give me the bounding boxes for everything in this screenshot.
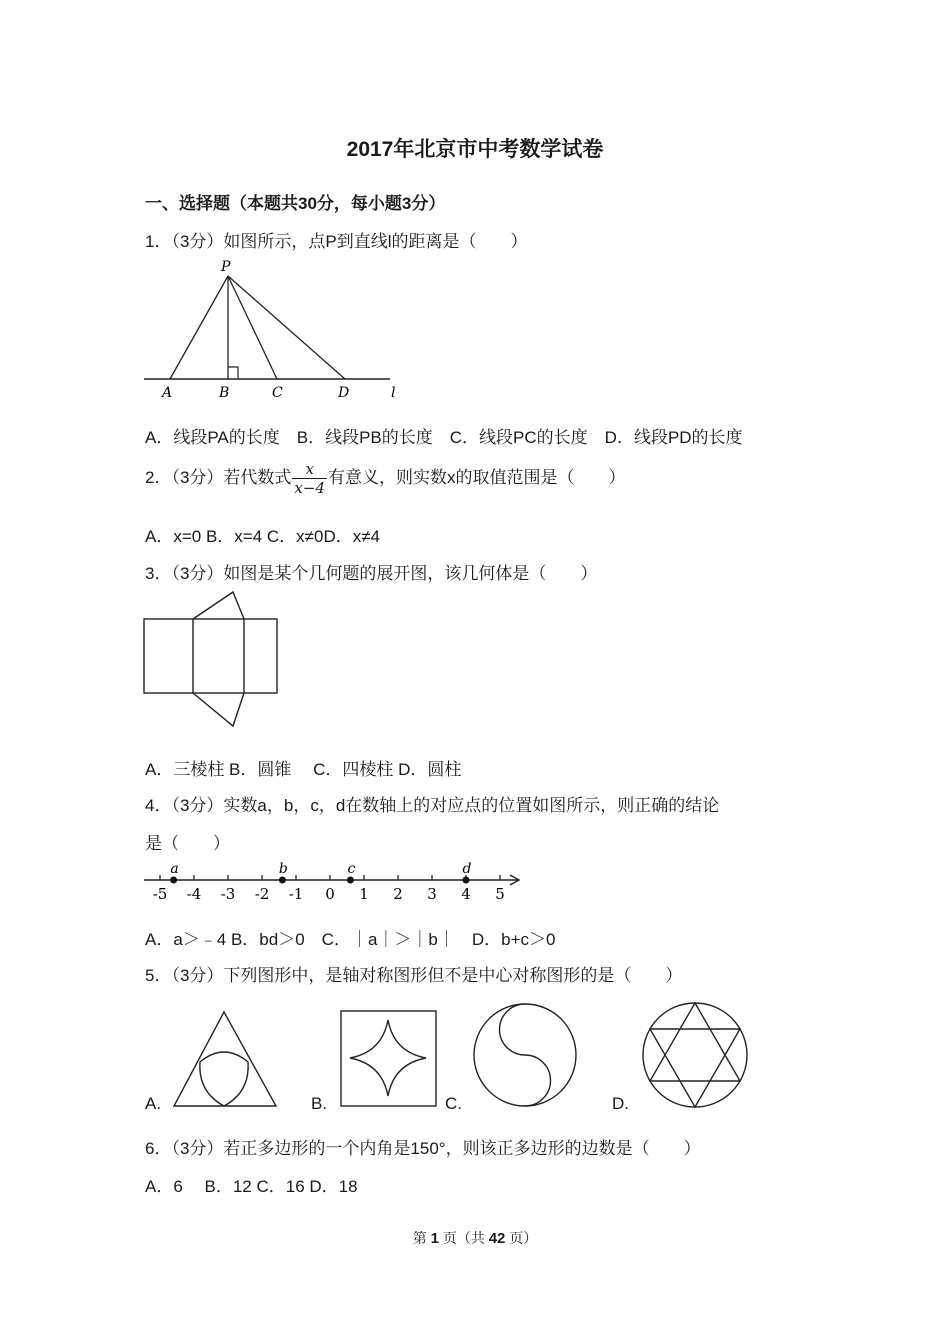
point-c — [347, 877, 354, 884]
label-p: P — [221, 259, 231, 275]
tick-label: -3 — [220, 885, 236, 903]
tick-label: 1 — [359, 885, 369, 903]
question-4-stem-line1: 4．（3分）实数a，b，c，d在数轴上的对应点的位置如图所示，则正确的结论 — [145, 796, 720, 815]
page-footer — [0, 1228, 950, 1248]
question-1-options: A．线段PA的长度 B．线段PB的长度 C．线段PC的长度 D．线段PD的长度 — [145, 428, 743, 447]
net-bottom-face — [193, 693, 244, 726]
question-3-stem: 3．（3分）如图是某个几何题的展开图，该几何体是（ ） — [145, 564, 598, 583]
section-heading: 一、选择题（本题共30分，每小题3分） — [145, 194, 446, 213]
segment-pd — [228, 276, 345, 379]
q2-prefix: 2．（3分）若代数式 — [145, 467, 292, 487]
tick-label: -5 — [152, 885, 168, 903]
q2-fraction — [292, 460, 327, 497]
tick-label: 0 — [325, 885, 335, 903]
footer-mid: 页（共 — [438, 1230, 489, 1246]
q1-figure — [140, 256, 410, 404]
tick-label: 5 — [495, 885, 505, 903]
tick-label: -2 — [254, 885, 270, 903]
point-a — [170, 877, 177, 884]
q3-net-figure — [140, 588, 285, 730]
footer-pre: 第 — [412, 1230, 431, 1246]
q5-figure-b — [338, 1008, 440, 1108]
segment-pa — [170, 276, 228, 379]
point-label-a: a — [170, 861, 179, 877]
q2-suffix: 有意义，则实数x的取值范围是（ ） — [328, 467, 626, 487]
q5-label-b: B. — [311, 1094, 328, 1113]
point-label-c: c — [347, 861, 356, 877]
tick-label: 3 — [427, 885, 437, 903]
number-line — [140, 855, 525, 905]
question-5-stem: 5．（3分）下列图形中，是轴对称图形但不是中心对称图形的是（ ） — [145, 966, 683, 985]
segment-pc — [228, 276, 277, 379]
tick-label: -4 — [186, 885, 202, 903]
label-b: B — [219, 385, 230, 401]
label-l: l — [391, 385, 396, 401]
point-label-b: b — [278, 861, 288, 877]
q2-numerator: x — [292, 460, 327, 479]
q5-label-a: A. — [145, 1094, 162, 1113]
tick-label: 4 — [461, 885, 471, 903]
q5-figure-d — [640, 1000, 752, 1112]
right-angle-mark — [228, 367, 238, 379]
tick-label: -1 — [288, 885, 304, 903]
question-4-options: A．a＞﹣4 B．bd＞0 C．｜a｜＞｜b｜ D．b+c＞0 — [145, 930, 556, 949]
page-title: 2017年北京市中考数学试卷 — [346, 138, 604, 161]
q5-figure-c — [470, 1000, 582, 1112]
q5-label-c: C. — [445, 1094, 462, 1113]
label-a: A — [162, 385, 173, 401]
question-3-options: A．三棱柱 B．圆锥 C．四棱柱 D．圆柱 — [145, 760, 462, 779]
q2-denominator: x−4 — [294, 479, 325, 497]
label-d: D — [338, 385, 350, 401]
footer-post: 页） — [505, 1230, 538, 1246]
question-1-stem: 1．（3分）如图所示，点P到直线l的距离是（ ） — [145, 232, 528, 251]
net-top-face — [193, 592, 244, 619]
q5-figure-a — [170, 1008, 282, 1110]
footer-page-number: 1 — [430, 1230, 439, 1247]
tick-label: 2 — [393, 885, 403, 903]
question-2-options: A．x=0 B．x=4 C．x≠0D．x≠4 — [145, 527, 381, 546]
question-4-stem-line2: 是（ ） — [145, 834, 230, 853]
net-outer-rect — [144, 619, 277, 693]
q5-label-d: D. — [612, 1094, 629, 1113]
point-d — [463, 877, 470, 884]
question-6-stem: 6．（3分）若正多边形的一个内角是150°，则该正多边形的边数是（ ） — [145, 1139, 701, 1158]
point-b — [279, 877, 286, 884]
footer-total-pages: 42 — [488, 1230, 506, 1247]
question-6-options: A．6 B．12 C．16 D．18 — [145, 1177, 358, 1196]
point-label-d: d — [462, 861, 472, 877]
label-c: C — [272, 385, 283, 401]
question-2-stem — [145, 460, 626, 497]
